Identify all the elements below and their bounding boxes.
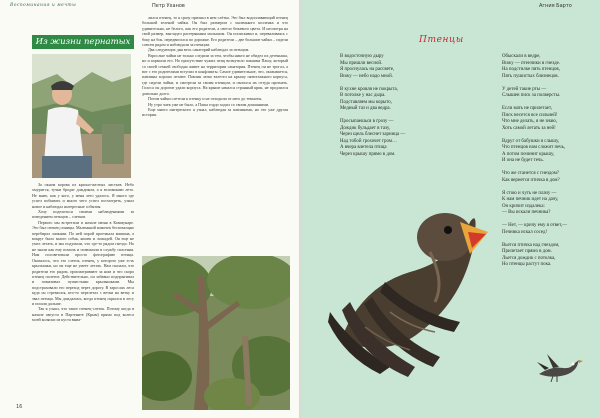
poem-line: Что мне делать, я не знаю, [502,119,558,124]
article-column-2 [142,15,288,252]
trees-photo-image [142,256,290,410]
poem-line: Над тобой грохочет гром… [340,138,397,144]
girl-photo [32,54,131,178]
poem-line: Но птенцы растут пока. [502,262,552,267]
poem-stanza [502,106,597,132]
poem-stanza [502,54,597,80]
poem-line: Прилетает прямо в дом. [502,249,552,254]
page-number: 16 [16,404,23,410]
poem-line: А вчера влетела птица [340,145,387,150]
article-paragraph: Ну утро чаек уже не было, а Паша гордо ходил со своим домашними. [148,101,270,107]
poem-line: Я проснулась на рассвете, [340,67,395,72]
right-page [301,0,600,418]
poem-line: Через крышу прямо в дом. [340,151,396,157]
poem-line: Медный таз и два ведра. [340,106,391,111]
poem-line: Дождик бульдает в тазу, [340,125,391,131]
poem-line: К нам печник идет на дачу, [502,197,559,202]
article-paragraph: Два следующих дня весь санаторий наблюдал за птенцом. [148,47,250,53]
poem-stanza [502,171,597,184]
poem-line: На подстилке пять птенцов, [502,67,560,72]
article-paragraph: Так я узнал, что такое птенец-слеток. Потому когда в начале августа в Партените (Крым) прямо под колеса моей коляски из куста выва- [32,306,134,323]
trees-photo [142,256,290,410]
section-label: Воспоминания и мечты [10,3,77,8]
poem-line: Печника искал сосед! [502,229,548,235]
article-paragraph: Взрослые чайки не только следили за тем, чтобы никто не обидел их детеныша, но и кормили его. Но присутствие чужих птиц возмутило пакаима Пашу, который со своей семьей свободно живет на территории санатория. Птенец он не трогал, а вот с его родителями вступил в конфликты. Самое удивительное, что, оказывается, павлины хорошо летают. Павлин легко взлетел на крышу пятиэтажного корпуса, где сидели чайки, и смотрели за своим птенцом, и пытался их оттуда прогнать. Голоса он дорогие удали корпуса. На крыше начался странный крик, не продлился довольно долго. [142,52,288,96]
poem-right-column [502,54,597,275]
poem-line: Что птенцов нам сложит печь, [502,145,566,150]
poem-line: В потолке у нас дыра. [340,93,386,98]
article-paragraph: Первого мы встретили в начале июня в Коммунаре. Это был птенец синицы. Маленький комочек беспомощно перебирал лапками. По ней порой проезжала машина, а вокруг было много собак, кошек и лошадей. Он еще не умел летать, и мы подумали, что где-то рядом гнездо. Но не знали как ему помочь и позвонили в службу спасения. Нам посоветовали просто фотографию птенца. Оказалось, что это слеток, птенец, у которого уже есть крылышки, но он еще не умеет летать. Нам сказали, что родители его рядом, присматривают за ним и что скоро птенец полетит. Действительно, он забавно подпрыгивал и помахивал пушистыми крылышками. Мы подстраховали его переход через дорогу. В зарослях леса куда он стремился, кто-то перелетал с ветки на ветку и звал птенца. Мы дождались, когда птенец скрылся в лесу и пошли дальше. [32,219,134,306]
poem-line: Мы пришли весной. [340,60,383,66]
article-title: Из жизни пернатых [32,35,134,49]
poem-line: Подставляем мы корыто, [340,99,392,105]
cartoon-bird-icon [535,348,583,388]
poem-line: А потом починит крышу, [502,151,555,157]
poem-line: Льется дождик с потолка, [502,255,556,261]
poem-left-column [340,54,470,165]
poem-line: Я стою и чуть не плачу — [502,190,557,196]
poem-stanza [502,87,597,100]
poem-stanza [340,87,470,113]
article-paragraph: лился птенец, то я сразу признал в нем слётка. Это был водоплавающий птенец большой зеленой чайки. Он был размером с маленького козленка и что удивительно, не белого, как его родители, а светло бежевого цвета. И несмотря на свой размер, выглядел растерянным малышом. Он попискивал и, переваливаясь с боку на бок, передвигался по дорожке. Его родители – две большие чайки – сидели совсем рядом и наблюдали за птенцом. [142,15,288,48]
article-paragraph: За окном корова из красно-желтых листьев. Небо хмурится, тучки бродят дождиком, а я вспоминаю лето. Не знаю, как у кого, у меня лето удалось. Я много где успел побывать и много чего успел посмотреть, узнал новое и наблюдал интересные события. [32,182,134,209]
poem-stanza [340,119,470,158]
poem-stanza [502,243,597,269]
poem-line: Через щель блеснет зарница — [340,132,406,137]
poem-line: И она не будет течь. [502,158,544,163]
poem-line: Как вернется птичка в дом? [502,177,560,183]
article-column-1 [32,182,134,402]
poem-line: Слышен писк за полверсты. [502,93,561,98]
poem-line: Он кричит издалека: [502,203,545,209]
poem-stanza [502,191,597,217]
poem-stanza [502,139,597,165]
poem-line: Что же станется с гнездом? [502,171,559,176]
article-paragraph: Еще много интересного я узнал, наблюдая за павлинами, но это уже другая история. [142,106,288,118]
poem-line: В кухне кровля не покрыта, [340,86,398,92]
poem-line: Вьется птичка над гнездом, [502,242,560,248]
left-page [0,0,299,418]
poem-line: Если мать не прилетает, [502,106,552,111]
poem-line: Обыскали в ведре, [502,54,541,59]
poem-title: Птенцы [419,35,464,45]
poem-line: Пять пушистых близнецов. [502,73,559,79]
fledgling-bird-illustration [320,192,490,382]
article-paragraph: Потом чайки слетели к птенцу и не отходили от него до темноты. [148,96,263,102]
poem-line: — Вы искали печника? [502,210,551,215]
poem-line: Вдруг от бабушки я слышу, [502,138,560,144]
poem-line: В водосточную дыру [340,54,384,59]
article-author: Петр Уханов [152,3,185,9]
poem-stanza [502,223,597,236]
poem-line: Писк несется все сильней! [502,112,558,118]
poem-author: Агния Барто [539,3,572,9]
poem-line: Вижу — небо надо мной. [340,73,393,79]
poem-line: — Нет, — кричу ему я ответ,— [502,223,567,228]
poem-line: Вижу — птенчики в гнезде. [502,60,560,66]
poem-line: У детей такие рты — [502,86,547,92]
girl-photo-image [32,54,131,178]
poem-stanza [340,54,470,80]
article-paragraph: Хочу поделиться своими наблюдениями за поведением птенцов – слетков. [32,209,134,220]
poem-line: Просыпаешься в грозу — [340,119,394,124]
poem-line: Хоть самой летать за ней! [502,125,556,131]
